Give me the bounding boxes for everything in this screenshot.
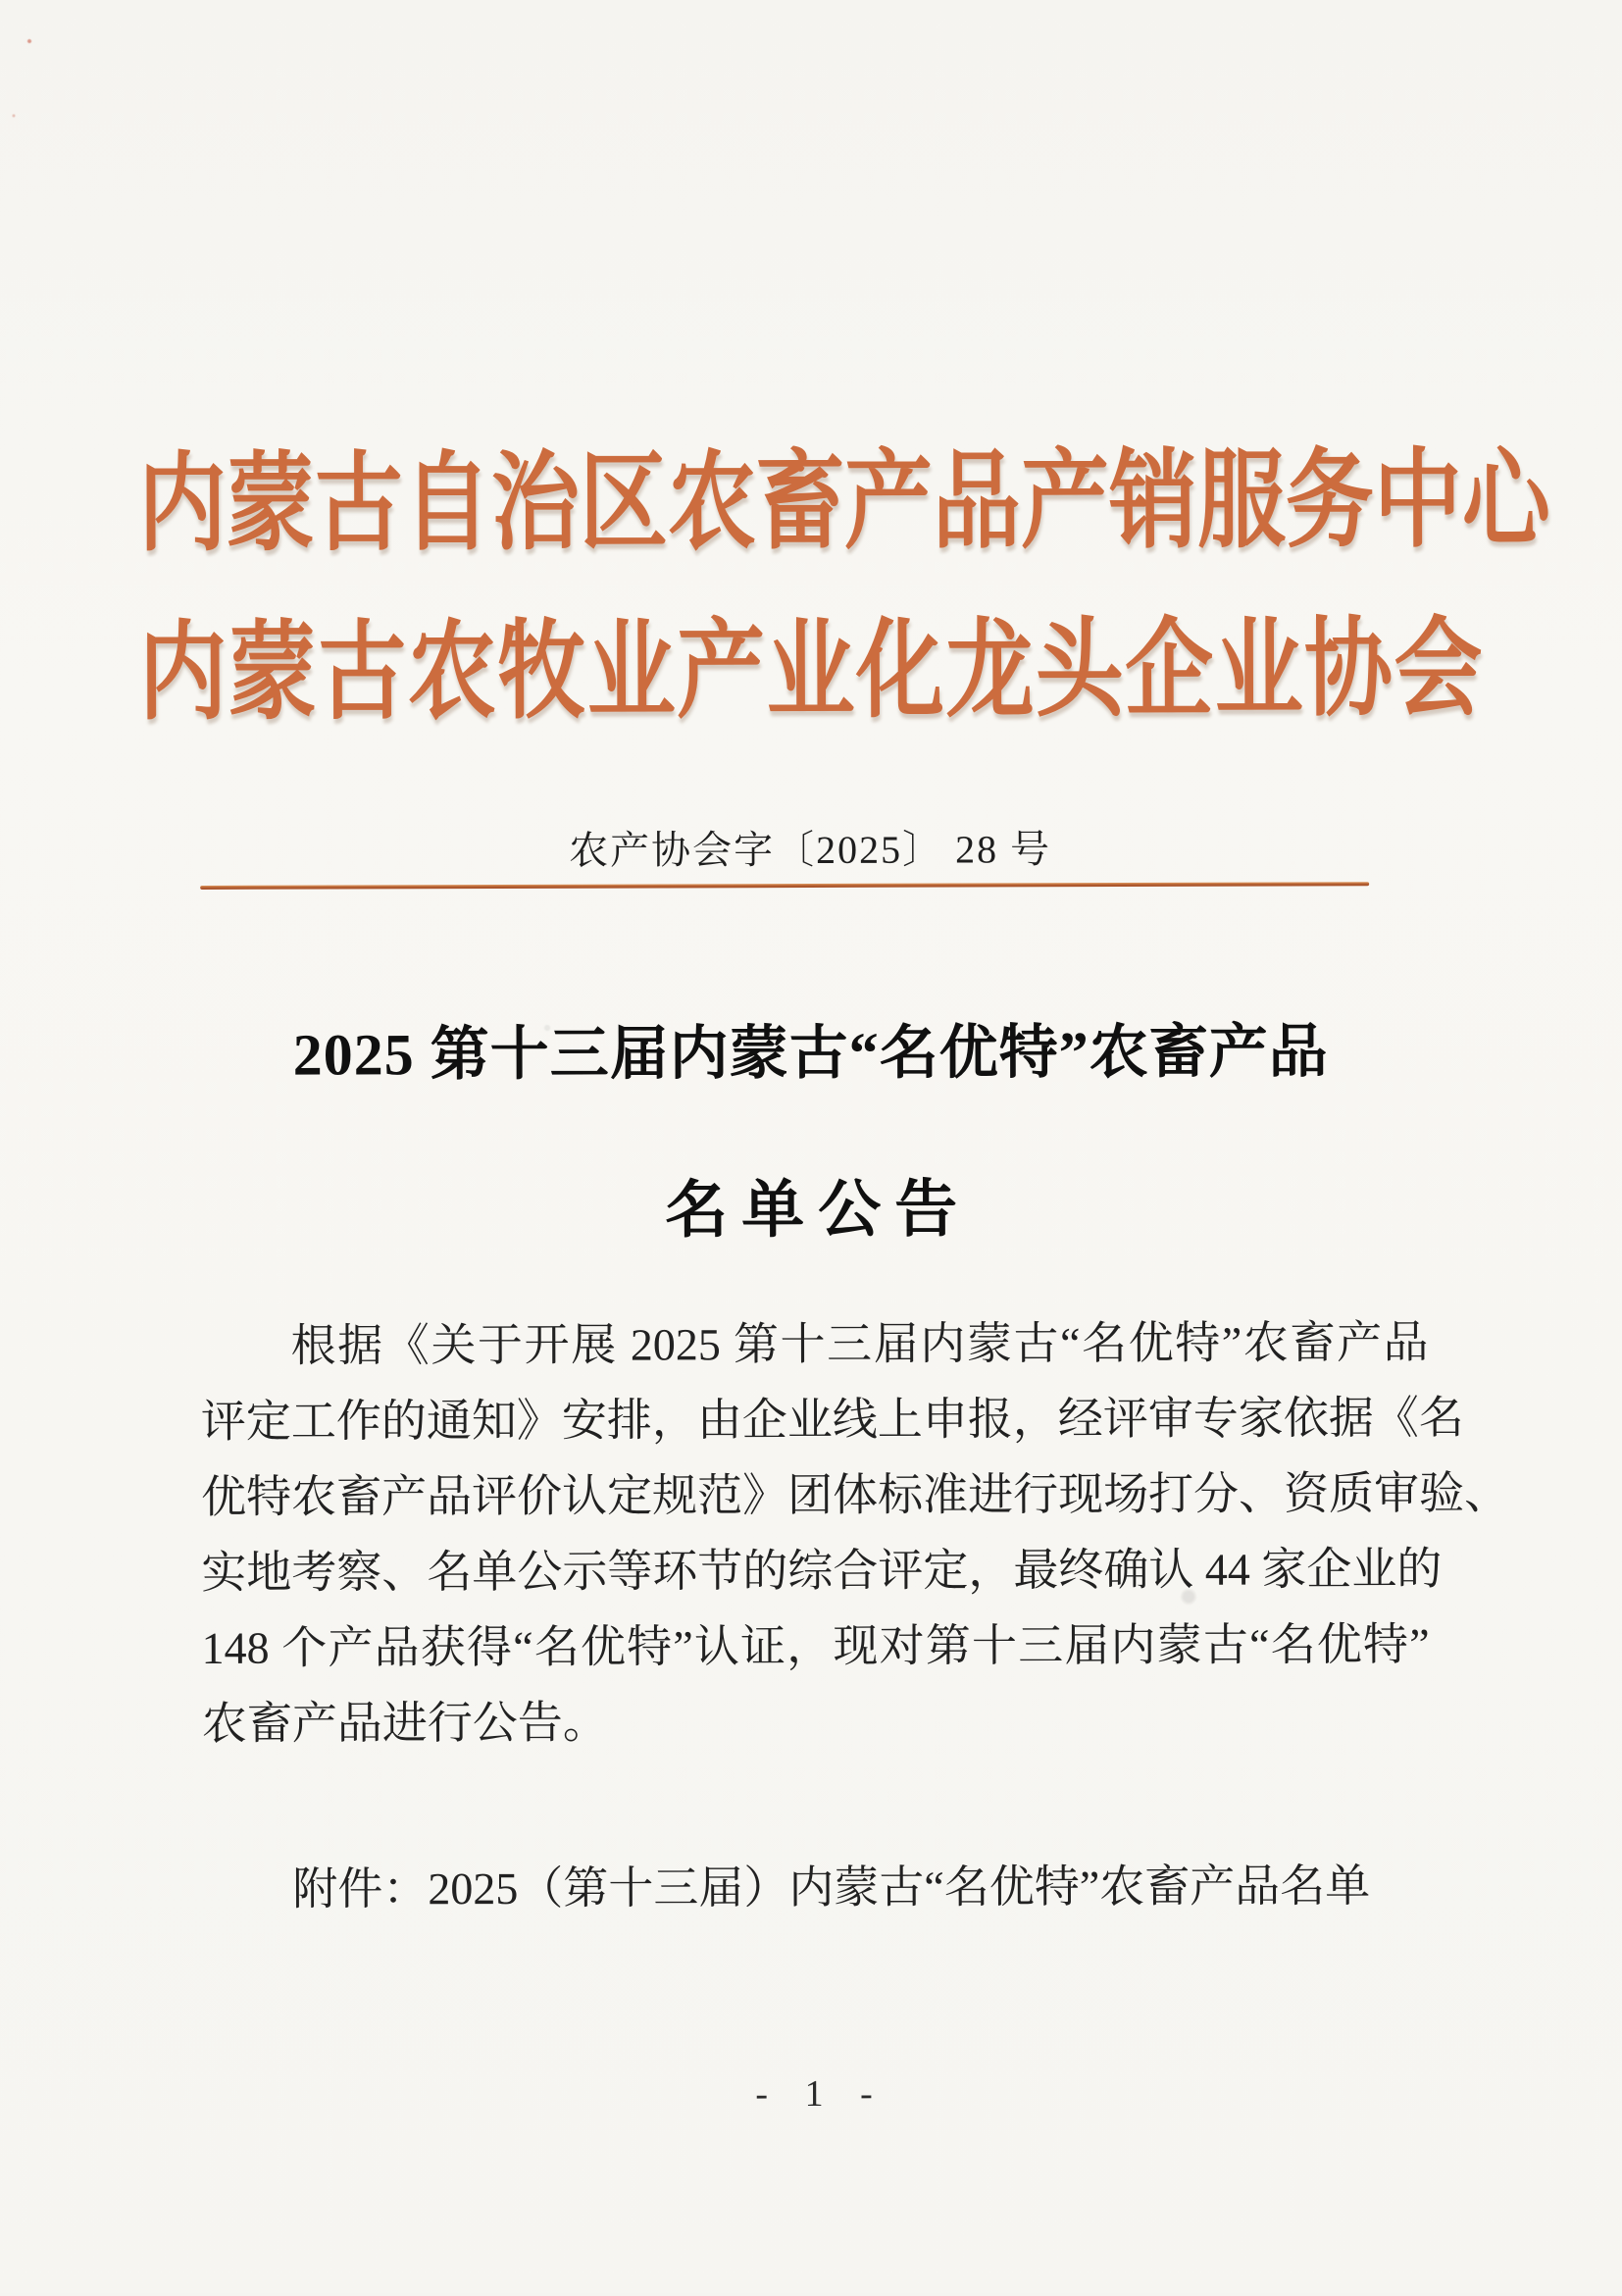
body-line: 农畜产品进行公告。: [201, 1697, 608, 1749]
body-paragraph: [200, 1304, 1510, 1761]
letterhead-divider-rule: [200, 882, 1369, 890]
announcement-title-line-1: 2025 第十三届内蒙古“名优特”农畜产品: [292, 1019, 1329, 1088]
body-line: 根据《关于开展 2025 第十三届内蒙古“名优特”农畜产品: [290, 1317, 1429, 1371]
body-line: 优特农畜产品评价认定规范》团体标准进行现场打分、资质审验、: [201, 1467, 1510, 1522]
body-line: 148 个产品获得“名优特”认证，现对第十三届内蒙古“名优特”: [201, 1619, 1430, 1673]
announcement-title-line-2: 名单公告: [665, 1174, 972, 1246]
document-number: 农产协会字〔2025〕 28 号: [568, 827, 1052, 873]
letterhead-org-line-2: 内蒙古农牧业产业化龙头企业协会: [138, 610, 1483, 734]
body-line: 评定工作的通知》安排，由企业线上申报，经评审专家依据《名: [200, 1392, 1464, 1447]
page-number: - 1 -: [755, 2072, 887, 2116]
attachment-reference: 附件：2025（第十三届）内蒙古“名优特”农畜产品名单: [292, 1861, 1371, 1914]
body-line: 实地考察、名单公示等环节的综合评定，最终确认 44 家企业的: [201, 1543, 1443, 1598]
letterhead-org-line-1: 内蒙古自治区农畜产品产销服务中心: [137, 441, 1551, 565]
